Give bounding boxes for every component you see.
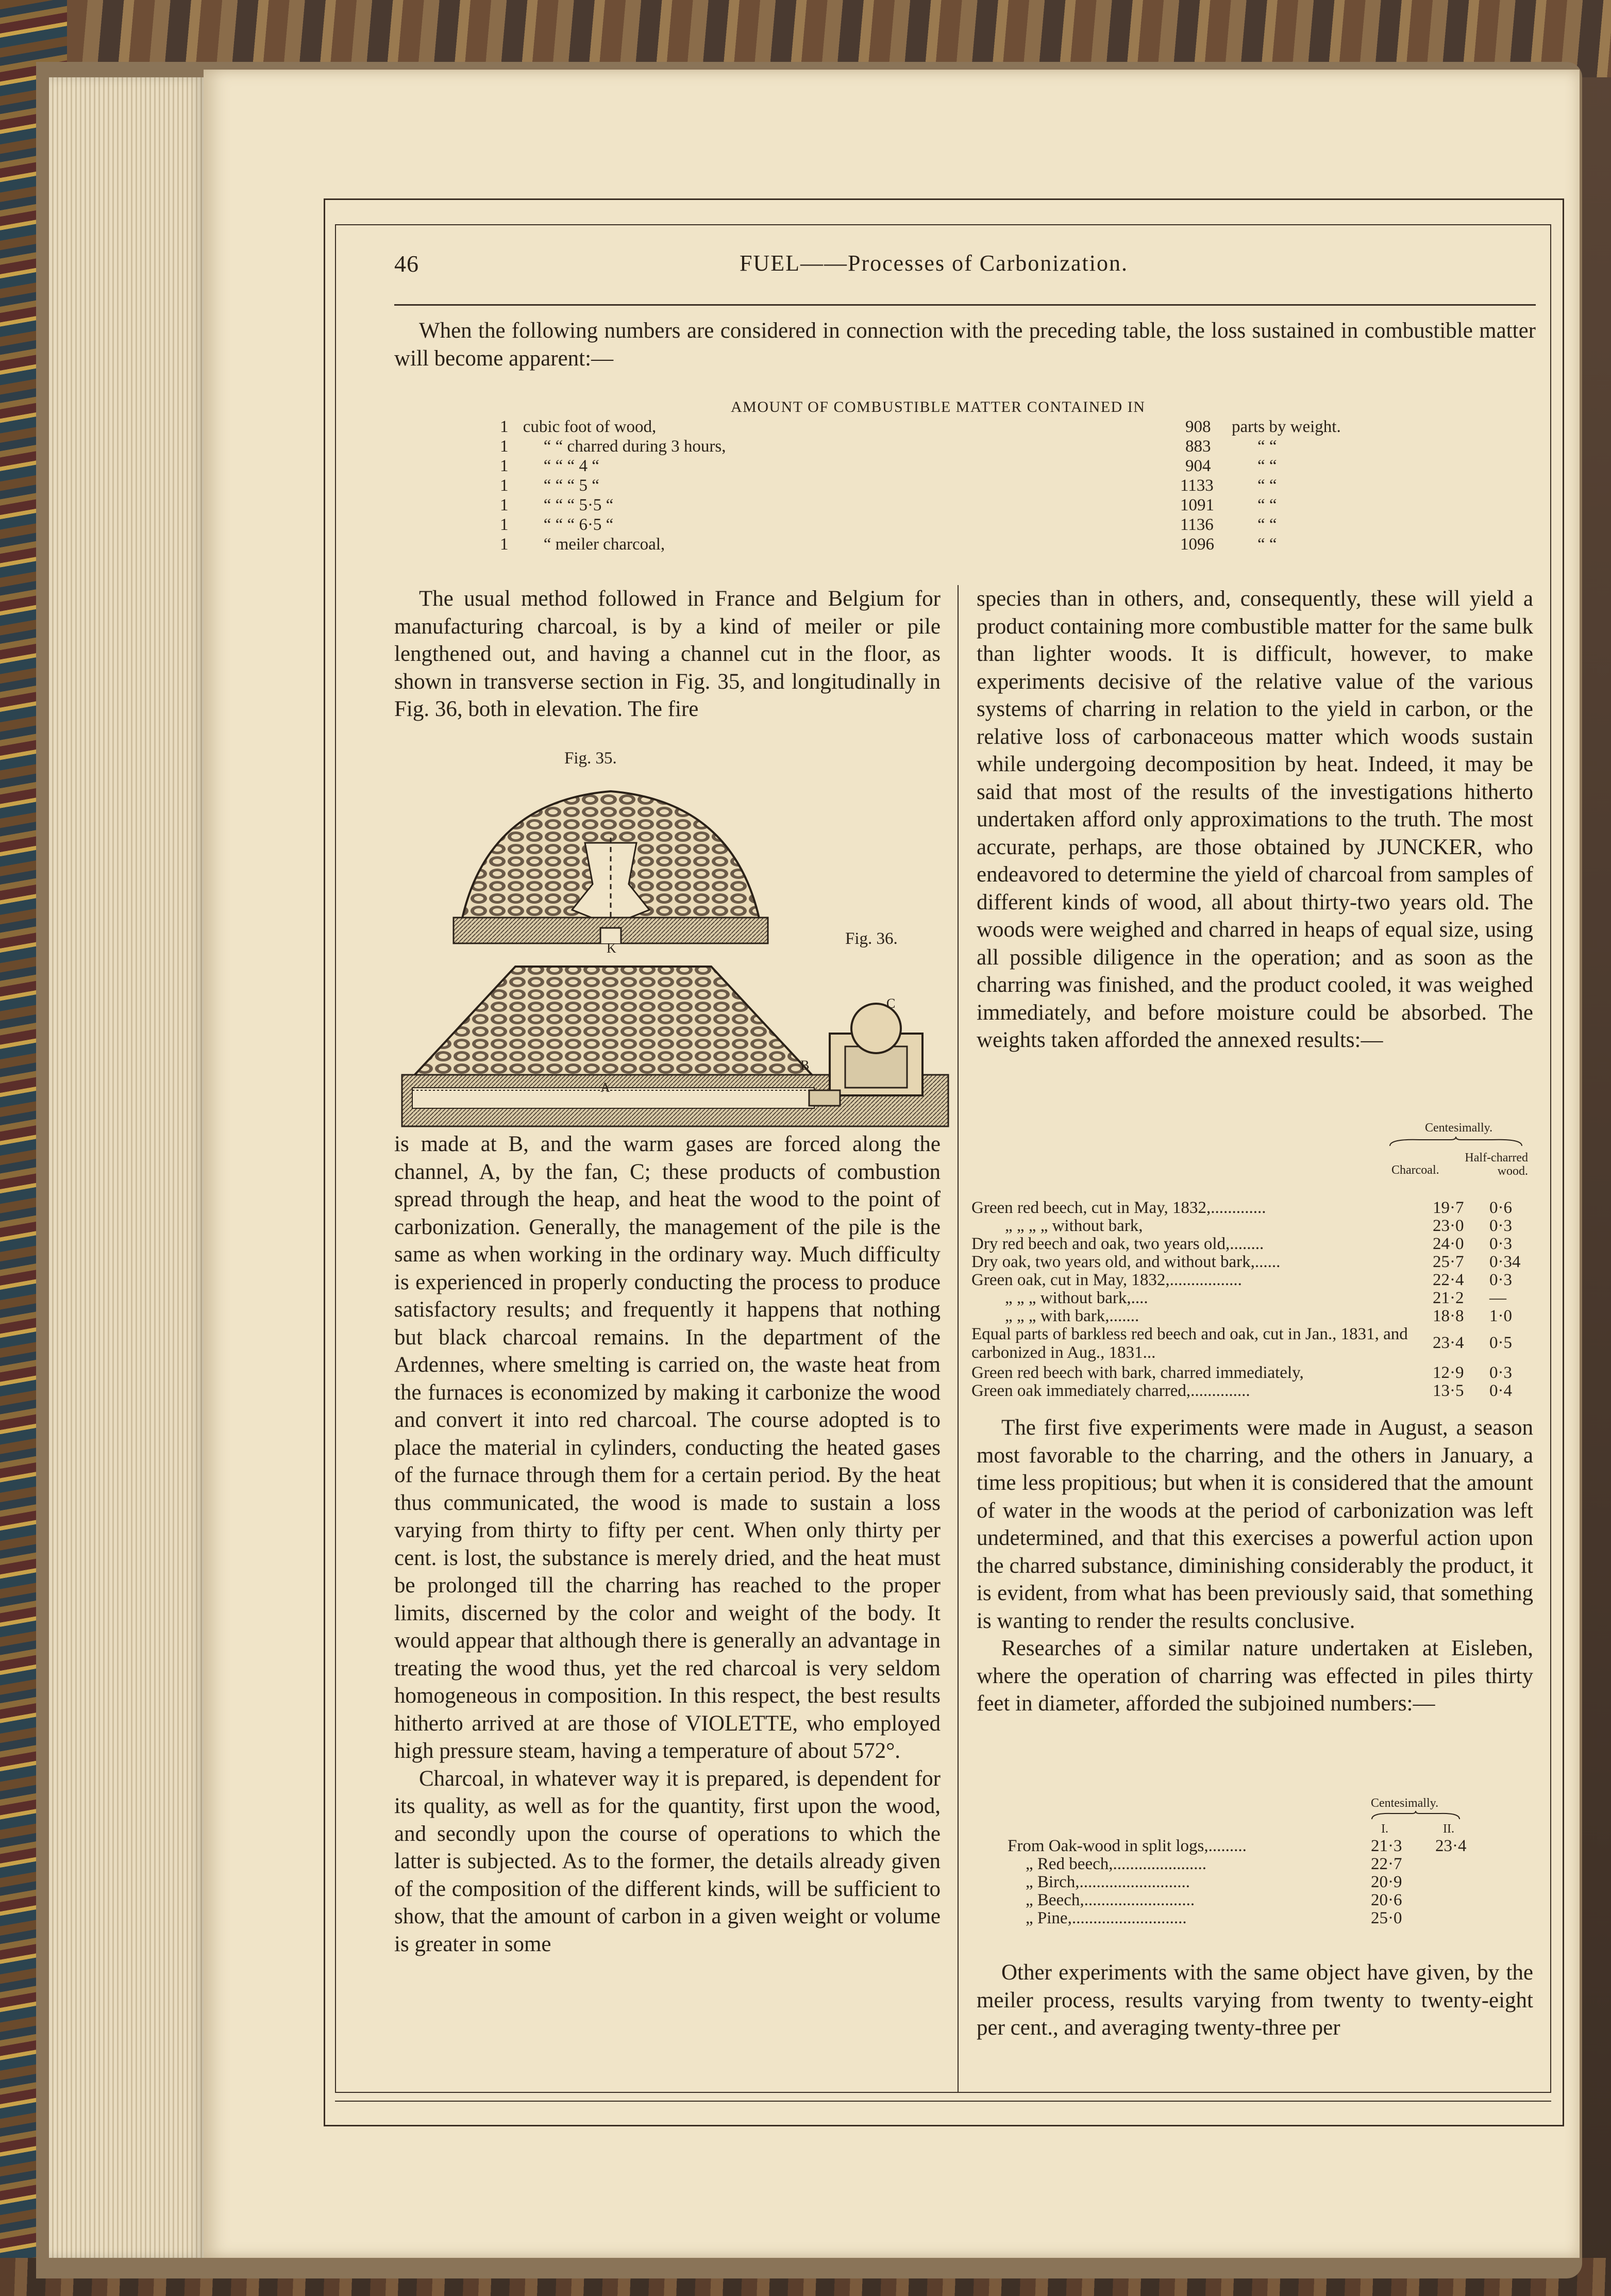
table3-a: 21·3 bbox=[1371, 1837, 1402, 1855]
table2-b: 0·4 bbox=[1489, 1382, 1512, 1400]
left-column-top-text: The usual method followed in France and Belgium for manufacturing charcoal, is by a kind of meiler or pile lengthened out, and having a channel cut in the floor, as shown in transverse section in Fig. 35, and longitudinally in Fig. 36, both in elevation. The fire bbox=[394, 587, 941, 721]
table1-row bbox=[500, 476, 599, 495]
outer-frame-left bbox=[324, 198, 325, 2126]
qty: 1 bbox=[500, 437, 509, 456]
table1-unit: “ “ bbox=[1257, 515, 1277, 534]
desc: cubic foot of wood, bbox=[523, 418, 657, 436]
table2-b: 0·3 bbox=[1489, 1217, 1512, 1235]
qty: 1 bbox=[500, 476, 509, 495]
table1-value: 904 bbox=[1185, 457, 1211, 475]
table1-value: 1091 bbox=[1180, 496, 1214, 514]
table3-row: From Oak-wood in split logs,......... bbox=[1008, 1837, 1247, 1855]
table1-unit: “ “ bbox=[1257, 437, 1277, 456]
right-column-bottom bbox=[977, 1959, 1533, 2042]
table3-row: „ Red beech,...................... bbox=[1026, 1855, 1206, 1873]
table1-row bbox=[500, 437, 726, 456]
desc: “ meiler charcoal, bbox=[543, 535, 665, 554]
table2-col2: Half-charred wood. bbox=[1465, 1151, 1528, 1178]
qty: 1 bbox=[500, 515, 509, 534]
page-edges bbox=[49, 77, 204, 2258]
left-column-bottom bbox=[394, 1130, 941, 1958]
table2-row: Dry oak, two years old, and without bark,...... bbox=[971, 1253, 1281, 1271]
fig36-letter-b: B bbox=[800, 1058, 810, 1073]
desc: “ “ charred during 3 hours, bbox=[543, 437, 726, 456]
table1-unit: “ “ bbox=[1257, 457, 1277, 475]
inner-frame-left bbox=[335, 224, 336, 2093]
running-head: FUEL——Processes of Carbonization. bbox=[740, 251, 1128, 276]
qty: 1 bbox=[500, 535, 509, 554]
table2-b: — bbox=[1489, 1289, 1506, 1307]
right-column-top bbox=[977, 585, 1533, 1054]
table2-a: 25·7 bbox=[1433, 1253, 1464, 1271]
qty: 1 bbox=[500, 418, 509, 436]
book-page bbox=[204, 70, 1580, 2258]
intro-text: When the following numbers are considered in connection with the preceding table, the loss sustained in combustible matter will become apparent:— bbox=[394, 319, 1536, 371]
table2-header: Centesimally. bbox=[1425, 1121, 1493, 1135]
table2-a: 13·5 bbox=[1433, 1382, 1464, 1400]
table2-a: 24·0 bbox=[1433, 1235, 1464, 1253]
table3-row: „ Beech,.......................... bbox=[1026, 1891, 1195, 1909]
table1-unit: “ “ bbox=[1257, 476, 1277, 495]
brace bbox=[1371, 1811, 1461, 1820]
right-column-paragraph-4: Other experiments with the same object have given, by the meiler process, results varying from twenty to twenty-eight per cent., and averaging twenty-three per bbox=[977, 1960, 1533, 2040]
intro-paragraph bbox=[394, 317, 1536, 372]
table3-col2: II. bbox=[1443, 1822, 1454, 1836]
table1-row bbox=[500, 515, 613, 535]
table3-a: 20·6 bbox=[1371, 1891, 1402, 1909]
table1-row bbox=[500, 457, 599, 476]
desc: “ “ “ 5·5 “ bbox=[543, 496, 614, 514]
desc: “ “ “ 5 “ bbox=[543, 476, 599, 495]
header-rule bbox=[394, 304, 1536, 306]
table2-a: 12·9 bbox=[1433, 1363, 1464, 1382]
desc: “ “ “ 6·5 “ bbox=[543, 515, 614, 534]
table2-row: Green oak immediately charred,.............. bbox=[971, 1382, 1250, 1400]
table2-row: Equal parts of barkless red beech and oak, cut in Jan., 1831, and carbonized in Aug., 1831... bbox=[971, 1325, 1408, 1362]
fig36-letter-c: C bbox=[886, 996, 896, 1011]
table1-unit: “ “ bbox=[1257, 535, 1277, 554]
table1-value: 908 bbox=[1185, 418, 1211, 436]
outer-frame-bottom bbox=[324, 2125, 1564, 2126]
table1-row bbox=[500, 418, 656, 437]
fig36-label: Fig. 36. bbox=[845, 929, 898, 948]
table3-row: „ Pine,........................... bbox=[1026, 1909, 1187, 1927]
fig36-longitudinal-section bbox=[397, 951, 953, 1137]
table1-value: 1096 bbox=[1180, 535, 1214, 554]
right-column-paragraph-3: Researches of a similar nature undertaken at Eisleben, where the operation of charring was effected in piles thirty feet in diameter, afforded the subjoined numbers:— bbox=[977, 1636, 1533, 1716]
table2-a: 18·8 bbox=[1433, 1307, 1464, 1325]
fig35-transverse-section bbox=[451, 781, 770, 951]
table1-value: 1136 bbox=[1180, 515, 1214, 534]
table1-unit: “ “ bbox=[1257, 496, 1277, 514]
table2-row: Dry red beech and oak, two years old,........ bbox=[971, 1235, 1264, 1253]
table1-value: 1133 bbox=[1180, 476, 1214, 495]
table2-row: Green red beech with bark, charred immediately, bbox=[971, 1363, 1304, 1382]
table1-value: 883 bbox=[1185, 437, 1211, 456]
left-column-paragraph-2: Charcoal, in whatever way it is prepared, is dependent for its quality, as well as for the quantity, first upon the wood, and secondly upon the course of operations to which the latter is subjected. As to the former, the details already given of the composition of the different kinds, will be sufficient to show, that the amount of carbon in a given weight or volume is greater in some bbox=[394, 1766, 941, 1956]
right-column-middle bbox=[977, 1414, 1533, 1718]
table2-b: 1·0 bbox=[1489, 1307, 1512, 1325]
table2-row: Green oak, cut in May, 1832,................. bbox=[971, 1271, 1242, 1289]
inner-frame-top bbox=[335, 224, 1551, 225]
table2-a: 23·0 bbox=[1433, 1217, 1464, 1235]
table2-a: 22·4 bbox=[1433, 1271, 1464, 1289]
table2-row: „ „ „ with bark,....... bbox=[1005, 1307, 1139, 1325]
table2-a: 21·2 bbox=[1433, 1289, 1464, 1307]
table2-col1: Charcoal. bbox=[1391, 1163, 1439, 1177]
table3-a: 22·7 bbox=[1371, 1855, 1402, 1873]
table3-col1: I. bbox=[1381, 1822, 1388, 1836]
inner-frame-right bbox=[1550, 224, 1551, 2093]
table3 bbox=[1008, 1796, 1523, 1941]
table2-b: 0·5 bbox=[1489, 1334, 1512, 1352]
table2-b: 0·6 bbox=[1489, 1199, 1512, 1217]
table1-unit: parts by weight. bbox=[1232, 418, 1341, 436]
table2-a: 23·4 bbox=[1433, 1334, 1464, 1352]
fig36-letter-a: A bbox=[600, 1080, 610, 1095]
table3-a: 25·0 bbox=[1371, 1909, 1402, 1927]
table2-row: Green red beech, cut in May, 1832,............. bbox=[971, 1199, 1266, 1217]
table2-b: 0·3 bbox=[1489, 1363, 1512, 1382]
fig35-letter-k: K bbox=[607, 941, 616, 956]
qty: 1 bbox=[500, 496, 509, 514]
left-column-bottom-text: is made at B, and the warm gases are forced along the channel, A, by the fan, C; these products of combustion spread through the heap, and heat the wood to the point of carbonization. Generally, the management of the pile is the same as when working in the ordinary way. Much difficulty is experienced in properly conducting the process to produce satisfactory results; and frequently it happens that nothing but black charcoal remains. In the department of the Ardennes, where smelting is carried on, the waste heat from the furnaces is economized by making it carbonize the wood and convert it into red charcoal. The course adopted is to place the material in cylinders, conducting the heated gases of the furnace through them for a certain period. By the heat thus communicated, the wood is made to sustain a loss varying from thirty to fifty per cent. When only thirty per cent. is lost, the substance is merely dried, and the heat must be prolonged till the charring has reached to the proper limits, discerned by the color and weight of the body. It would appear that although there is generally an advantage in treating the wood thus, yet the red charcoal is very seldom homogeneous in composition. In this respect, the best results hitherto arrived at are those of VIOLETTE, who employed high pressure steam, having a temperature of about 572°. bbox=[394, 1132, 941, 1763]
table2-b: 0·3 bbox=[1489, 1235, 1512, 1253]
table2-row: „ „ „ without bark,.... bbox=[1005, 1289, 1148, 1307]
right-column-top-text: species than in others, and, consequently, these will yield a product containing more combustible matter for the same bulk than lighter woods. It is difficult, however, to make experiments decisive of the relative value of the various systems of charring in relation to the yield in carbon, or the relative loss of carbonaceous matter which woods sustain while undergoing decomposition by heat. Indeed, it may be said that most of the results of the investigations hitherto undertaken afford only approximations to the truth. The most accurate, perhaps, are those obtained by JUNCKER, who endeavored to determine the yield of charcoal from samples of different kinds of wood, all about thirty-two years old. The woods were weighed and charred in heaps of equal size, using all possible diligence in the operation; and as soon as the charring was finished, and the product cooled, it was weighed immediately, and before moisture could be absorbed. The weights taken afforded the annexed results:— bbox=[977, 587, 1533, 1052]
table2-b: 0·3 bbox=[1489, 1271, 1512, 1289]
inner-frame-bottom bbox=[335, 2092, 1551, 2093]
left-column-top bbox=[394, 585, 941, 723]
outer-frame-right bbox=[1563, 198, 1564, 2126]
table3-b: 23·4 bbox=[1435, 1837, 1467, 1855]
table2-a: 19·7 bbox=[1433, 1199, 1464, 1217]
table1-row bbox=[500, 496, 613, 515]
qty: 1 bbox=[500, 457, 509, 475]
right-column-paragraph-2: The first five experiments were made in August, a season most favorable to the charring, and the others in January, a time less propitious; but when it is considered that the amount of water in the woods at the period of carbonization was left undetermined, and that this exercises a powerful action upon the charred substance, diminishing considerably the product, it is evident, from what has been previously said, that something is wanting to render the results conclusive. bbox=[977, 1416, 1533, 1633]
table3-a: 20·9 bbox=[1371, 1873, 1402, 1891]
table2-row: „ „ „ „ without bark, bbox=[1005, 1217, 1143, 1235]
table1-row bbox=[500, 535, 665, 554]
brace bbox=[1389, 1137, 1523, 1147]
page-number: 46 bbox=[394, 251, 419, 277]
column-divider bbox=[958, 585, 959, 2093]
fig35-label: Fig. 35. bbox=[564, 749, 617, 768]
outer-frame-top bbox=[324, 198, 1564, 200]
inner-frame-bottom-2 bbox=[335, 2101, 1551, 2102]
table3-header: Centesimally. bbox=[1371, 1796, 1439, 1810]
desc: “ “ “ 4 “ bbox=[543, 457, 599, 475]
table3-row: „ Birch,.......................... bbox=[1026, 1873, 1190, 1891]
table2-b: 0·34 bbox=[1489, 1253, 1521, 1271]
table1-title: AMOUNT OF COMBUSTIBLE MATTER CONTAINED IN bbox=[731, 398, 1146, 415]
